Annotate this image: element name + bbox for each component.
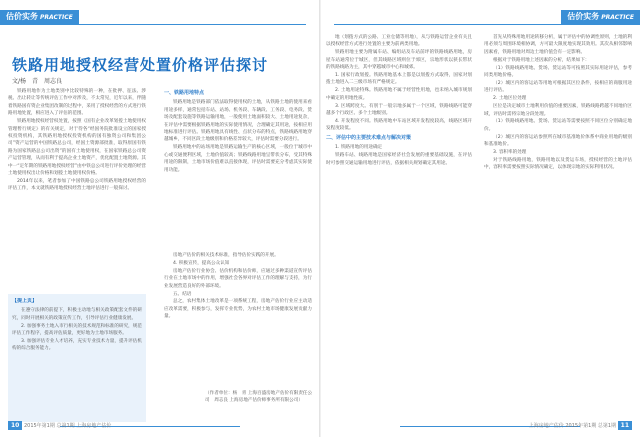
paragraph: 铁路用地中的站场用地是铁路运输生产的核心区域，一般位于城市中心或交通便利区域，土地价值较高；铁路线路用地呈带状分布，受其特殊用途的限制，土地市场价值难以直接体现，评估时需要充分考虑其实际使用功能。 xyxy=(164,145,312,173)
footer-text-left: 2015年第1期 总第1期 上海房地产估价 xyxy=(23,423,112,429)
sidebar-box xyxy=(8,294,146,422)
paragraph: 3. 加强评估专业人才培养，充实专业技术力量，提升评估机构的综合服务能力。 xyxy=(12,339,142,352)
left-column-2 xyxy=(164,88,312,248)
left-column-1 xyxy=(8,88,146,288)
paragraph: （1）铁路线路用地、货场、货运站等可按照其实际用途评估，参考同类用地价格。 xyxy=(484,65,632,79)
footer-left xyxy=(8,421,111,431)
right-column-2 xyxy=(484,34,632,418)
paragraph: 2. 土地用途特殊。铁路用地不属于经营性用地，也未纳入城市规划中确定的用地性质。 xyxy=(326,88,472,101)
section-heading: 二、评估中的主要技术难点与解决对策 xyxy=(326,134,412,141)
page-number-right: 11 xyxy=(618,421,632,430)
right-page xyxy=(320,0,640,437)
paragraph: 1. 铁路用地的用途确定 xyxy=(335,145,383,151)
paragraph: 房地产估价的相关技术标准，指导估价实践的开展。 xyxy=(173,253,279,258)
paragraph: 五、结语 xyxy=(173,291,192,297)
paragraph: 铁路用地是铁路部门依法取得使用权的土地，从铁路土地的使用来看用途多样，通常包括车站、站场、机务段、车辆段、工务段、电务段、货场及配套设施等铁路运输用地，一般使用土地面积较大、土地用途复杂，在评估中需要根据铁路用地的实际使用情况，合理确定其用途，按相应用地标准进行评估。铁路用地具有线性、点状分布的特点，铁路线路用地穿越城乡，不同区段土地级别和价格差异较大，评估时需要分段进行。 xyxy=(164,100,312,143)
paragraph: 3. 容积率的处理 xyxy=(493,150,527,156)
paragraph: 铁路用地主要为附属车站、编组站及车站前坪的铁路线路用地，房屋车站通常位于城区，但其线路区域则位于郊区，宗地形状以狭长带状的铁路线路为主，其中穿越城市中心和城郊。 xyxy=(326,50,472,71)
right-column-1 xyxy=(326,34,472,418)
paragraph: 首先从特殊用地用途转移分析，属于评估中的协调性原则，土地的利用必须与周围环境相协调，方可最大限度地实现其效用。其次从相邻影响因素看，铁路用地对周边土地价值会有一定影响。 xyxy=(484,35,632,55)
footer-text-right: 上海房地产估价 2015年第1期 总第1期 xyxy=(528,423,617,429)
mid-column xyxy=(164,252,312,388)
sidebar-heading: 【提上页】 xyxy=(12,298,38,304)
paragraph: 1. 国家行政划拨。铁路用地基本上都是以划拨方式取得，国家对划拨土地进入二三级市场有严格规定。 xyxy=(326,73,472,86)
page-number-left: 10 xyxy=(8,421,22,430)
section-heading: 一、铁路用地特点 xyxy=(164,90,205,96)
paragraph: 房地产估价行业协会、估价机构和估价师，应通过多种渠道宣传评估行业在土地市场中的作用，增强社会各界对评估工作的理解与支持，为行业发展营造良好的外部环境。 xyxy=(164,268,312,289)
paragraph: （1）铁路线路用地、货场、货运站等需要按照不同区位分别确定地价。 xyxy=(484,119,632,132)
paragraph: 在遵守法律的前提下，积极主动地与相关政策配套文件的研究，同时开展相关的政策宣传工作，引导评估行业健康发展。 xyxy=(12,308,142,321)
section-tag-right: 估价实务 PRACTICE xyxy=(561,10,640,24)
paragraph: 对于铁路线路用地，铁路用地以及货运车场，授权经营的土地评估中，容积率需要按照实际情况确定，以体现宗地的实际利用状况。 xyxy=(484,158,632,171)
article-title: 铁路用地授权经营处置价格评估探讨 xyxy=(12,56,269,74)
paragraph: 铁路用地授权经营权处置，按照《国有企业改革划拨土地使用权管理暂行规定》的有关规定，对于待各“经国务院批准设立的国家授权投资机构，其铁路用地授权投资机构的国有独资公司和集团公司”资产运营的中国铁路总公司，经国土资源部批准，取得原国有铁路为国家铁路总公司出资”的国有土地使用权，在国家铁路总公司资产运营管理，从而有利于提高企业土地资产，优化配置土地资源。其中一“定年期的铁路用地授权经营”由中铁总公司进行评价处理的经营土地使用权出让价格和划拨土地使用权价格。 xyxy=(8,119,146,176)
header-rule-right xyxy=(334,24,640,25)
paragraph: 2014年以来，笔者参加了中国铁路总公司铁路用地授权经营的评估工作，本文就铁路用地授权经营土地评估进行一般探讨。 xyxy=(8,178,146,192)
paragraph: （2）城区内的客运站等用地可根据其区位条件，按相应的商服用途进行评估。 xyxy=(484,80,632,94)
header-rule-left xyxy=(0,24,306,25)
section-tag-left: 估价实务 PRACTICE xyxy=(0,10,79,24)
paragraph: 4. 积极宣传，提高公众认知 xyxy=(173,260,230,266)
paragraph: 总之，农村集体土地改革是一项系统工程，房地产估价行业应主动适应改革需要，积极参与，发挥专业优势，为农村土地市场健康发展贡献力量。 xyxy=(164,299,312,320)
paragraph: 4. 开发程度不同。铁路用地中车站区域开发程度较高，线路区域开发程度较低。 xyxy=(326,118,472,132)
article-byline: 文/杨 青 周志良 xyxy=(12,78,63,85)
paragraph: 铁路用地作为土地类别中比较特殊的一种，在批押、征法、涉税、出让转让等传统评估工作中对涉及，不太常见，近年以来，伴随着铁路国有资企业集团改制的过程中，采用了授权经营的方式进行铁路用地处置，相应进入了评估的范围。 xyxy=(8,89,146,117)
footer-right xyxy=(529,421,632,431)
paragraph: 2. 土地区位处理 xyxy=(493,96,527,102)
paragraph: 地（划拨方式的公路、工业仓储等用地），从与铁路运营企业有关且以授权经营方式进行处置的主要为前两类用地。 xyxy=(326,35,472,48)
paragraph: 铁路车站、线路用地是国家经济社会发展的重要基础设施，在评估时可参照交通运输用地进行评估，依据相关规划确定其用途。 xyxy=(326,153,472,166)
paragraph: 区位是决定城市土地利用价值的重要因素，铁路线路跨越不同地价区域，评估时需将宗地分段处理。 xyxy=(484,104,632,117)
paragraph: 根据对于铁路用地上述因素的分析，结果如下： xyxy=(493,57,590,63)
paragraph: 2. 加强事务土地入市行相关的技术规范和标准的研究，规范评估工作程序，提高评估质量，更好地为土地市场服务。 xyxy=(12,323,142,337)
author-note: （作者单位：杨 青 上海百盛房地产估价有限责任公司 周志良 上海房地产估价师事务所有限公司） xyxy=(205,391,313,403)
sidebar-text xyxy=(12,298,142,420)
paragraph: 3. 区域跨度大。有别于一般宗地多属于一个区域，铁路线路可能穿越多个行政区、多个土地级别。 xyxy=(326,103,472,117)
paragraph: （2）城区内的客运站参照所在城市基准地价体系中商业用地的级别和基准地价。 xyxy=(484,134,632,148)
